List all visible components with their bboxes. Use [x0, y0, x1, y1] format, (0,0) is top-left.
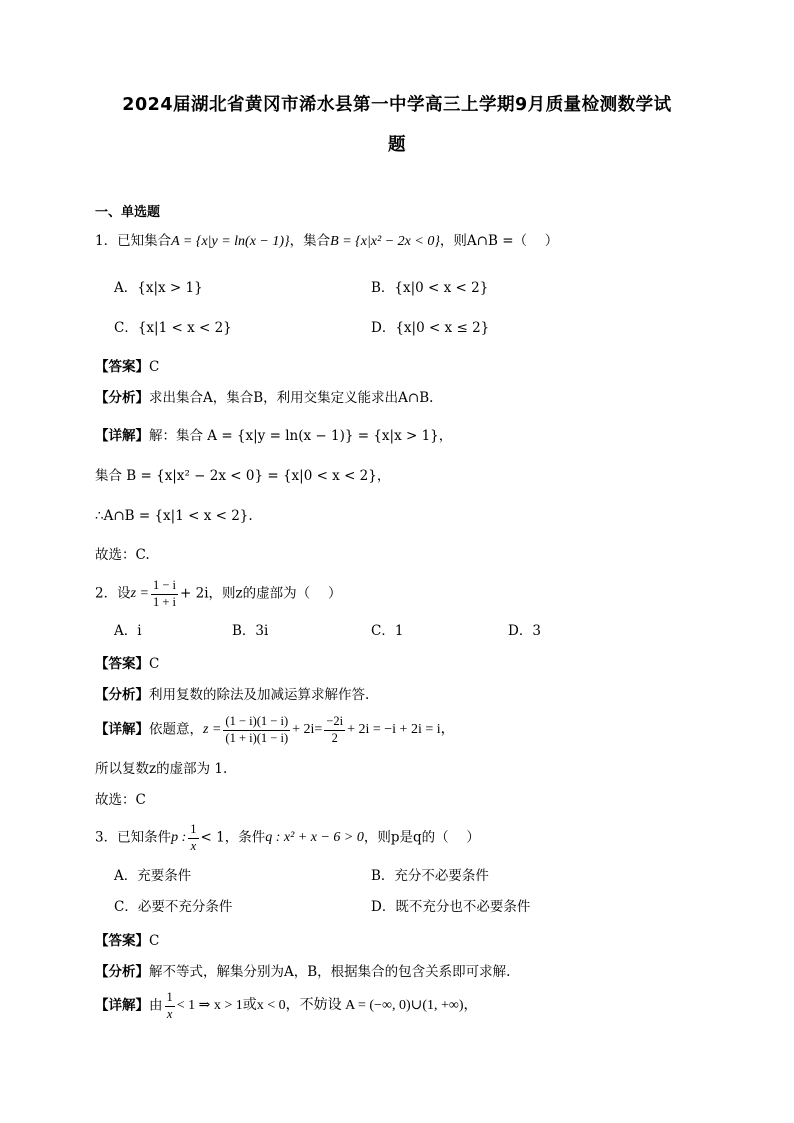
q2-detail-z: z = [203, 722, 222, 738]
q2-z-eq: z = [130, 586, 149, 602]
q1-answer-value: C [149, 359, 160, 375]
q3-option-a: A．充要条件 [114, 868, 192, 884]
section-heading: 一、单选题 [95, 205, 161, 220]
q1-option-d: D．{x|0 < x ≤ 2} [371, 320, 490, 336]
q3-detail-frac-numerator: 1 [165, 990, 175, 1007]
detail-tag: 【详解】 [95, 997, 149, 1014]
q3-answer-value: C [149, 933, 160, 949]
detail-tag: 【详解】 [95, 721, 149, 738]
answer-tag: 【答案】 [95, 933, 149, 949]
q3-detail-prefix: 由 [149, 997, 163, 1014]
q2-detail-fraction-2 [324, 714, 345, 746]
answer-tag: 【答案】 [95, 359, 149, 375]
q1-set-b: B = {x|x² − 2x < 0} [330, 234, 440, 249]
q1-stem-prefix: 1．已知集合 [95, 233, 172, 249]
q2-option-b: B．3i [232, 623, 269, 639]
q3-option-d: D．既不充分也不必要条件 [371, 899, 531, 915]
q2-answer-value: C [149, 656, 160, 672]
q3-stem-rest: ，则p是q的（ ） [363, 829, 480, 846]
q1-option-c: C．{x|1 < x < 2} [114, 320, 232, 336]
q1-detail-text-1: 解：集合 A = {x|y = ln(x − 1)} = {x|x > 1}， [149, 428, 453, 444]
q2-option-c: C．1 [371, 623, 404, 639]
q3-analysis-text: 解不等式，解集分别为A，B，根据集合的包含关系即可求解. [149, 964, 511, 980]
q1-detail-line-2: 集合 B = {x|x² − 2x < 0} = {x|0 < x < 2}， [95, 468, 391, 484]
q2-frac-denominator: 1 + i [153, 594, 177, 609]
q2-option-a: A．i [114, 623, 142, 639]
q2-conclusion: 故选：C [95, 792, 146, 808]
q2-stem-prefix: 2．设 [95, 585, 131, 602]
q1-option-a: A．{x|x > 1} [114, 280, 203, 296]
q3-answer [95, 935, 159, 949]
q1-detail-line-1 [95, 430, 452, 444]
q2-fraction [151, 578, 178, 610]
q2-analysis [95, 689, 369, 703]
q1-answer [95, 361, 159, 375]
q1-set-a: A = {x|y = ln(x − 1)} [171, 234, 290, 249]
q1-conclusion: 故选：C. [95, 547, 150, 563]
q2-detail-prefix: 依题意， [149, 721, 203, 738]
q2-option-d: D．3 [508, 623, 541, 639]
q3-p-label: p : [171, 830, 187, 846]
analysis-tag: 【分析】 [95, 687, 149, 703]
analysis-tag: 【分析】 [95, 964, 149, 980]
q3-detail-frac-denominator: x [166, 1006, 173, 1021]
q2-detail-line-2: 所以复数z的虚部为 1. [95, 761, 228, 777]
q1-stem-mid: ，集合 [289, 233, 331, 249]
q3-fraction [188, 822, 198, 854]
q2-answer [95, 658, 159, 672]
document-title-line-1: 2024届湖北省黄冈市浠水县第一中学高三上学期9月质量检测数学试 [122, 95, 672, 115]
q2-detail-fraction-1 [223, 714, 290, 746]
q3-frac-numerator: 1 [188, 822, 198, 839]
q3-frac-denominator: x [190, 838, 197, 853]
q1-analysis-text: 求出集合A，集合B，利用交集定义能求出A∩B. [149, 390, 434, 406]
q2-detail-rest: + 2i = −i + 2i = i， [347, 722, 455, 738]
q2-analysis-text: 利用复数的除法及加减运算求解作答. [149, 687, 370, 703]
q3-option-b: B．充分不必要条件 [371, 868, 489, 884]
q2-stem-rest: + 2i，则z的虚部为（ ） [180, 585, 342, 602]
q3-detail-fraction [165, 990, 175, 1022]
q2-detail-frac2-numerator: −2i [324, 714, 345, 731]
q1-stem [95, 235, 558, 249]
q2-stem [95, 578, 341, 610]
q3-stem-mid: < 1，条件 [200, 829, 266, 846]
q3-detail-line-1 [95, 990, 478, 1022]
q1-option-b: B．{x|0 < x < 2} [371, 280, 489, 296]
detail-tag: 【详解】 [95, 428, 149, 444]
q3-analysis [95, 966, 510, 980]
q2-detail-line-1 [95, 714, 455, 746]
answer-tag: 【答案】 [95, 656, 149, 672]
q3-stem-prefix: 3．已知条件 [95, 829, 172, 846]
q3-stem [95, 822, 480, 854]
q2-detail-frac1-numerator: (1 − i)(1 − i) [223, 714, 290, 731]
q3-option-c: C．必要不充分条件 [114, 899, 233, 915]
q1-analysis [95, 392, 433, 406]
q2-frac-numerator: 1 − i [151, 578, 178, 595]
q1-detail-line-3: ∴A∩B = {x|1 < x < 2}. [95, 508, 253, 524]
q1-ask: ，则A∩B =（ ） [439, 233, 559, 249]
q2-detail-mid: + 2i= [292, 722, 323, 738]
q3-detail-rest: < 1 ⇒ x > 1或x < 0，不妨设 A = (−∞, 0)∪(1, +∞)， [176, 998, 478, 1014]
q2-detail-frac2-denominator: 2 [331, 730, 338, 745]
document-title-line-2: 题 [388, 135, 406, 155]
q3-q-expr: q : x² + x − 6 > 0 [265, 830, 364, 846]
analysis-tag: 【分析】 [95, 390, 149, 406]
q2-detail-frac1-denominator: (1 + i)(1 − i) [225, 730, 289, 745]
